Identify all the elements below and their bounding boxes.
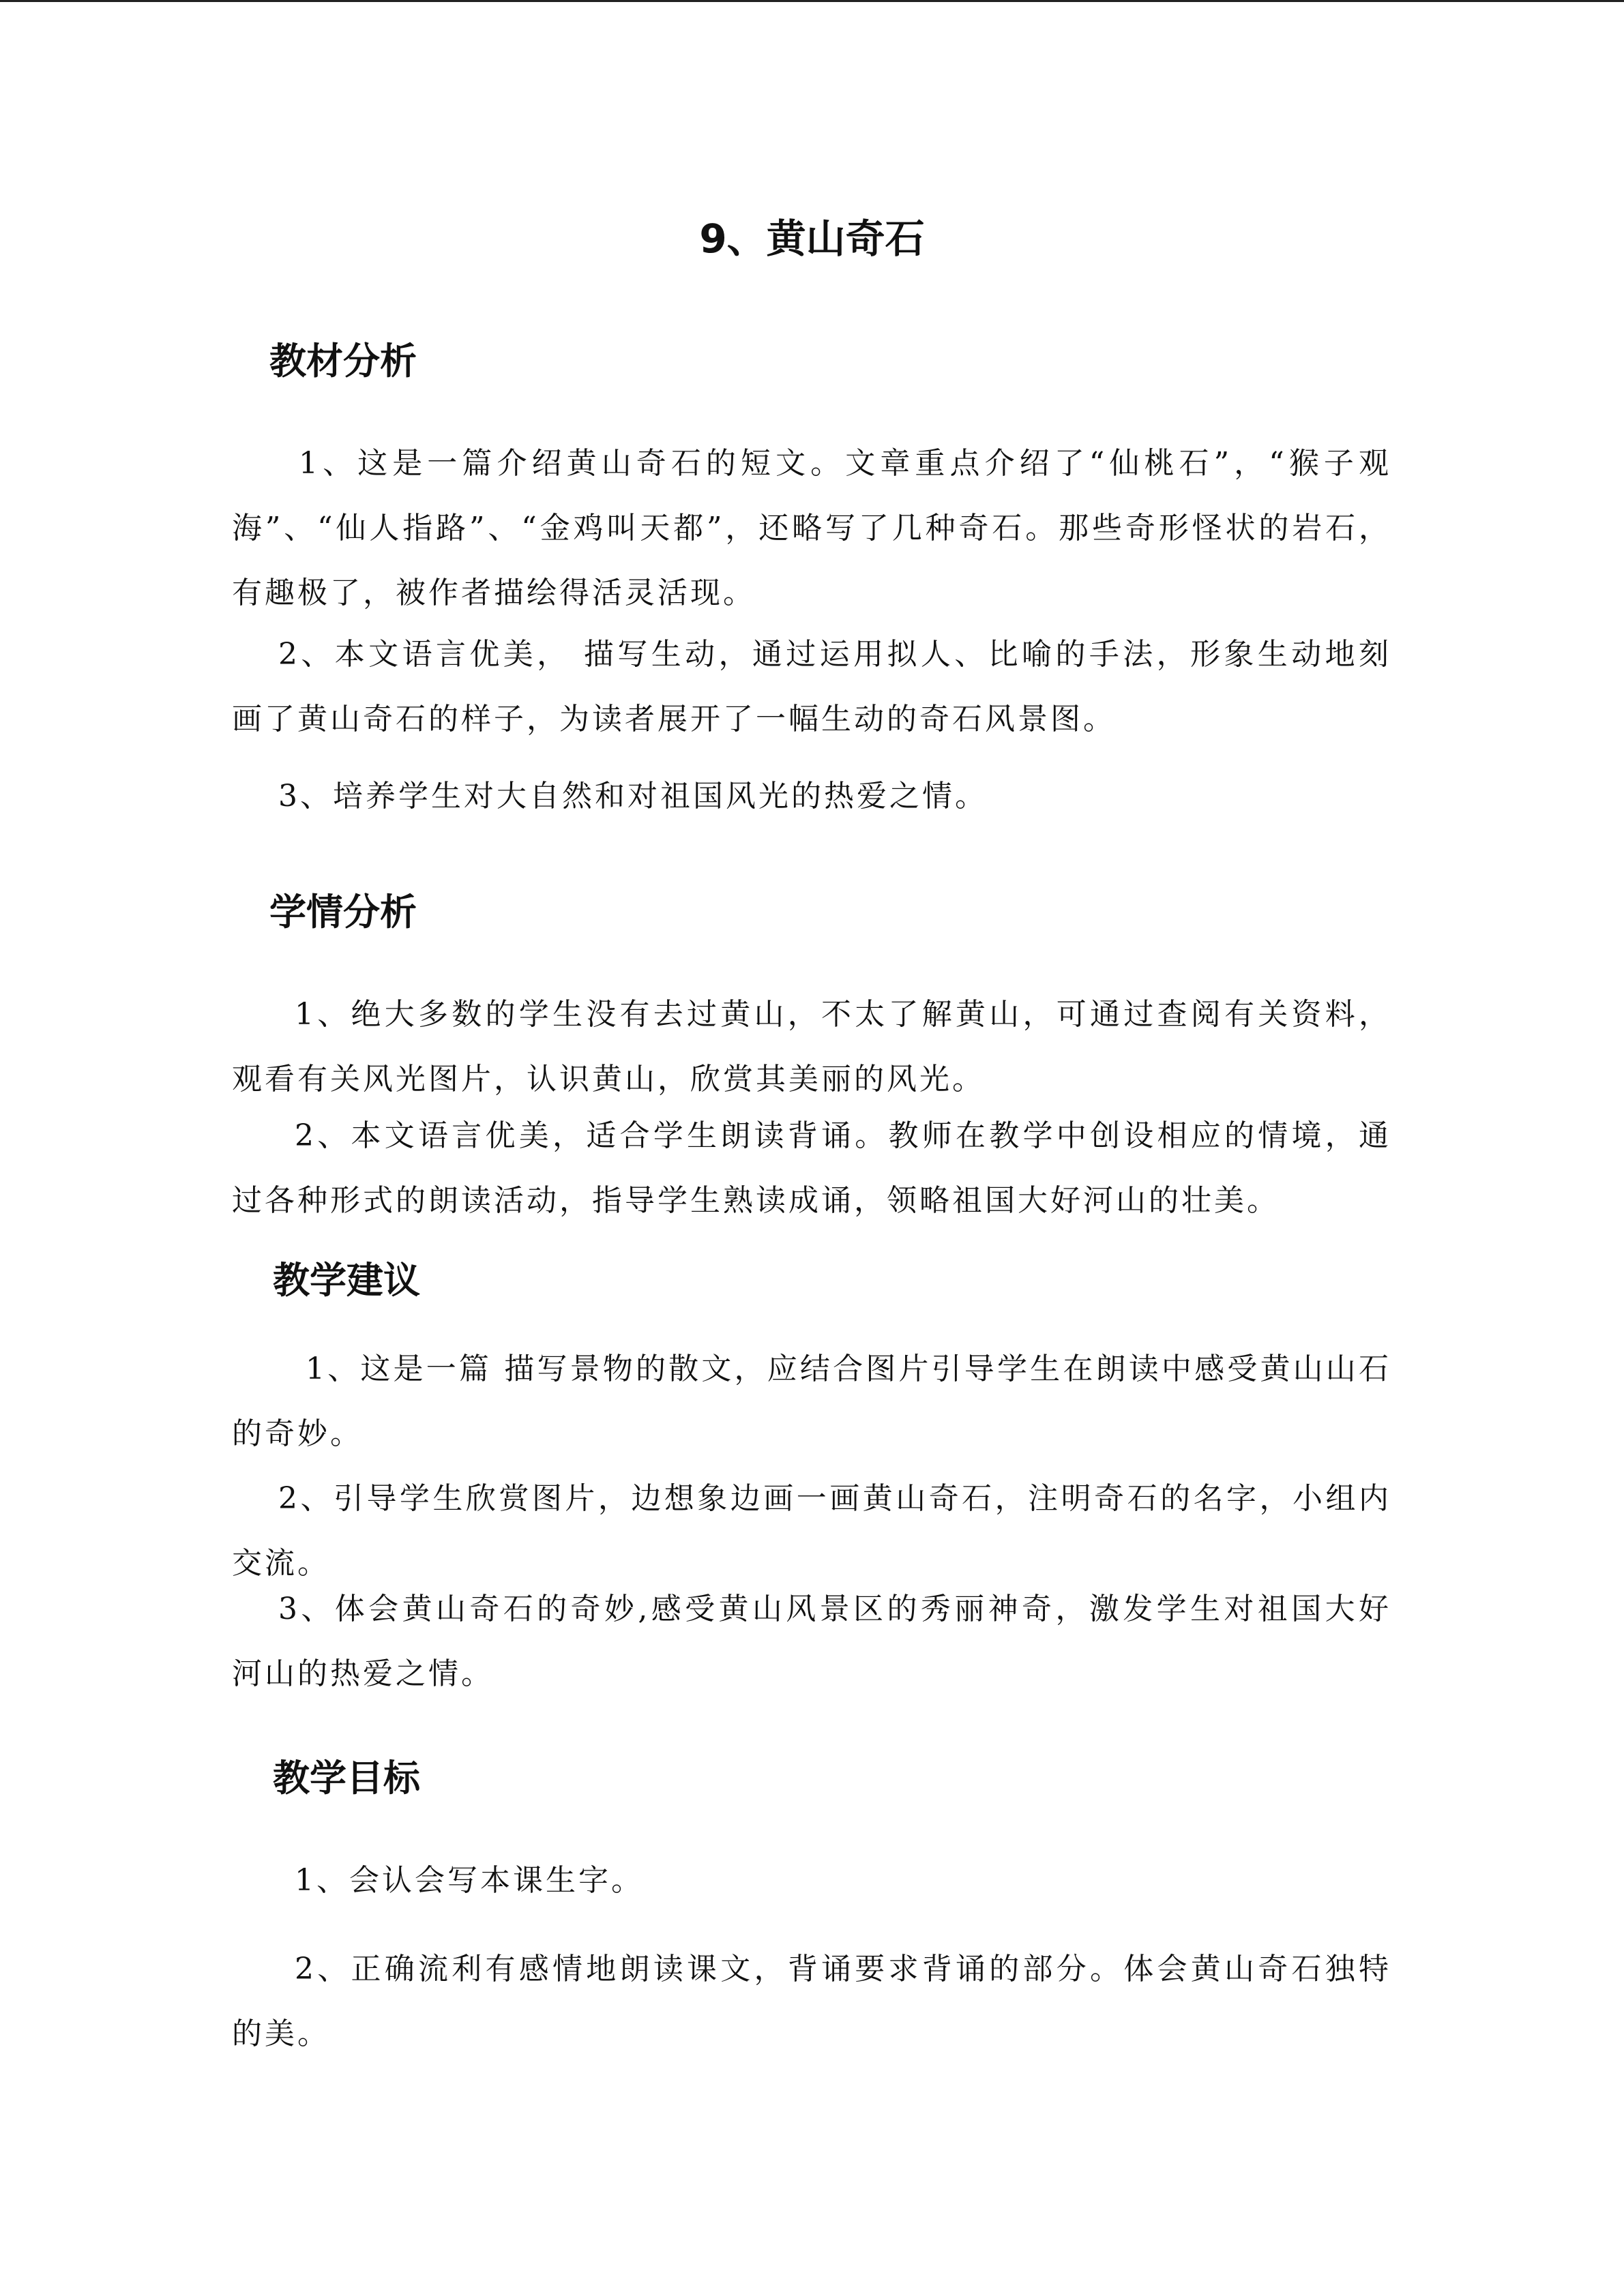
paragraph: 1、这是一篇介绍黄山奇石的短文。文章重点介绍了“仙桃石”，“猴子观海”、“仙人指路”、“金鸡叫天都”，还略写了几种奇石。那些奇形怪状的岩石，有趣极了，被作者描绘得活灵活现。 xyxy=(232,446,1391,610)
paragraph: 3、体会黄山奇石的奇妙,感受黄山风景区的秀丽神奇，激发学生对祖国大好河山的热爱之情。 xyxy=(232,1592,1391,1691)
paragraph: 1、绝大多数的学生没有去过黄山，不太了解黄山，可通过查阅有关资料，观看有关风光图片，认识黄山，欣赏其美丽的风光。 xyxy=(232,997,1391,1097)
paragraph: 3、培养学生对大自然和对祖国风光的热爱之情。 xyxy=(278,779,988,814)
top-border-line xyxy=(0,0,1624,2)
paragraph: 2、正确流利有感情地朗读课文，背诵要求背诵的部分。体会黄山奇石独特的美。 xyxy=(232,1952,1391,2051)
section-heading-teaching-objectives: 教学目标 xyxy=(273,1757,420,1800)
paragraph: 1、会认会写本课生字。 xyxy=(295,1863,644,1898)
section-heading-teaching-suggestions: 教学建议 xyxy=(273,1259,420,1302)
section-heading-student-analysis: 学情分析 xyxy=(269,891,417,934)
paragraph: 2、引导学生欣赏图片，边想象边画一画黄山奇石，注明奇石的名字，小组内交流。 xyxy=(232,1481,1391,1581)
paragraph: 1、这是一篇 描写景物的散文，应结合图片引导学生在朗读中感受黄山山石的奇妙。 xyxy=(232,1352,1391,1451)
page-title: 9、黄山奇石 xyxy=(699,215,925,262)
paragraph: 2、本文语言优美， 描写生动，通过运用拟人、比喻的手法，形象生动地刻画了黄山奇石的样子，为读者展开了一幅生动的奇石风景图。 xyxy=(232,637,1391,736)
section-heading-textbook-analysis: 教材分析 xyxy=(269,340,417,383)
paragraph: 2、本文语言优美，适合学生朗读背诵。教师在教学中创设相应的情境，通过各种形式的朗读活动，指导学生熟读成诵，领略祖国大好河山的壮美。 xyxy=(232,1118,1391,1218)
